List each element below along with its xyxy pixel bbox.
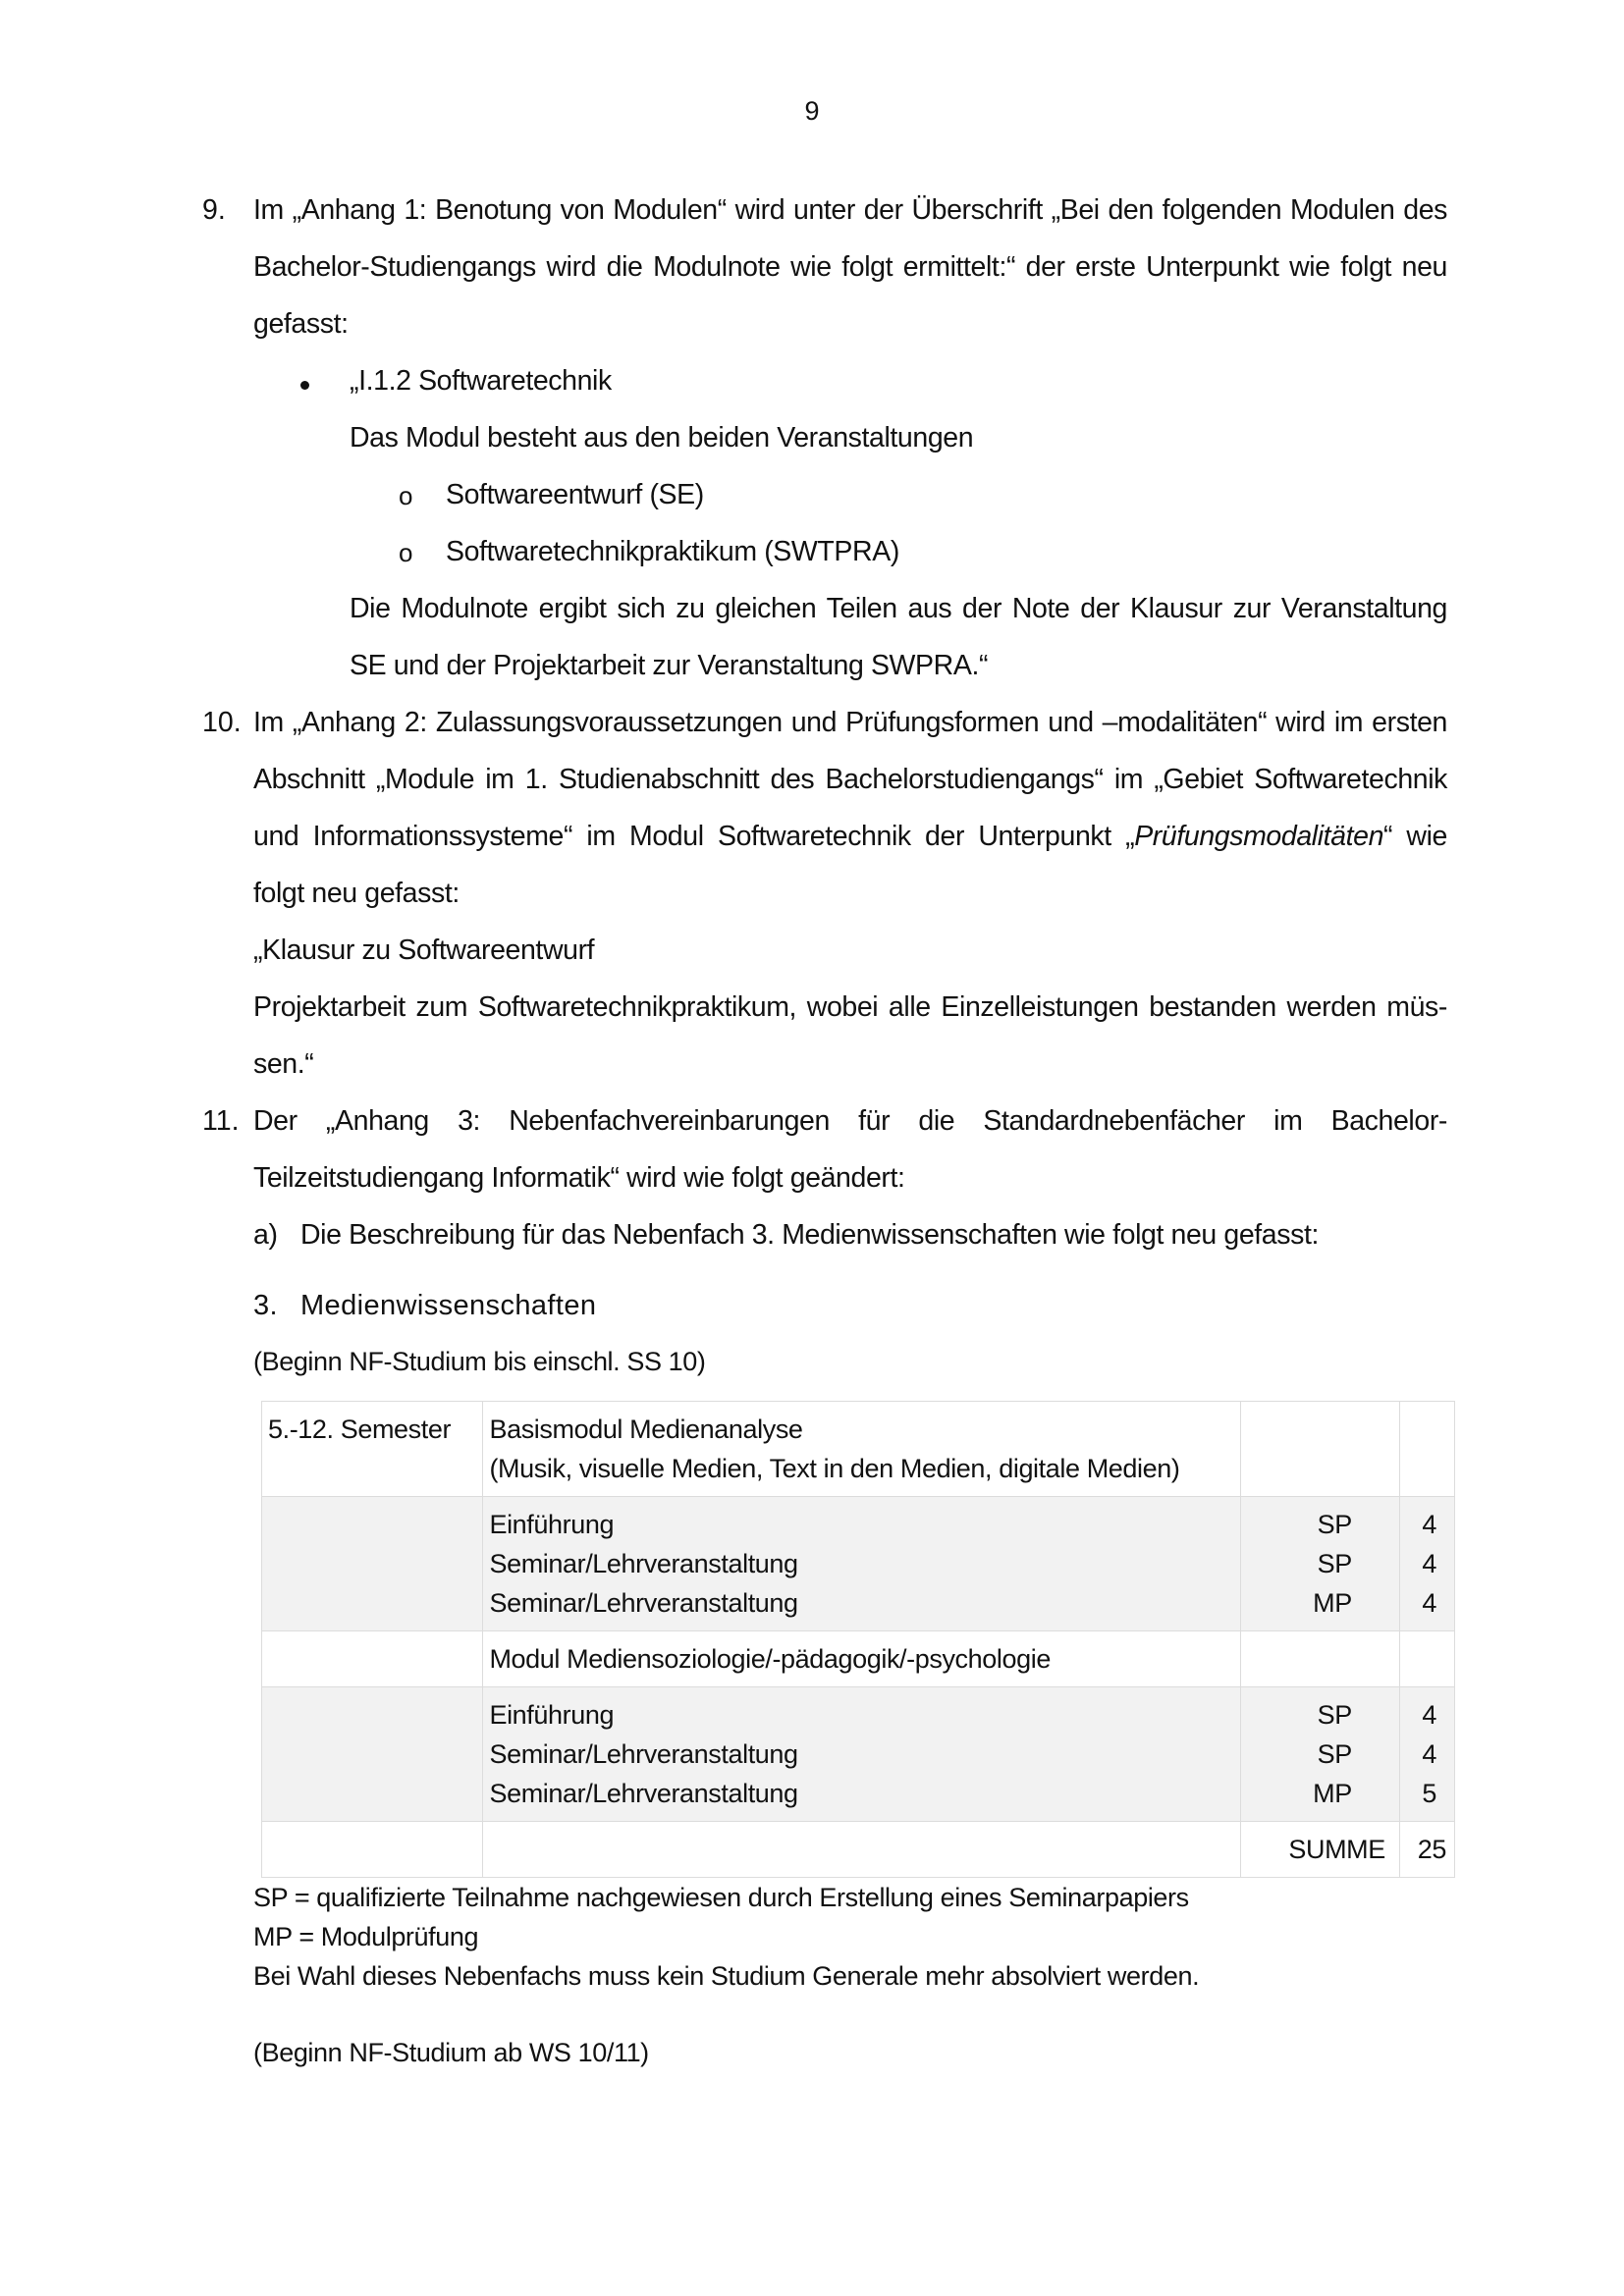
sum-value: 25	[1399, 1822, 1454, 1878]
module-1-values-cell	[1399, 1497, 1454, 1631]
module-table	[261, 1401, 1455, 1878]
item-10-number: 10.	[202, 707, 242, 738]
item-10-line-1: Im „Anhang 2: Zulassungsvoraussetzungen und Prüfungsformen und –modalitäten“ wird im ersten	[253, 707, 1447, 738]
item-10-line-6: Projektarbeit zum Softwaretechnikpraktikum, wobei alle Einzelleistungen bestanden werden müs-	[253, 991, 1447, 1023]
table-row	[262, 1402, 1455, 1497]
course-type: MP	[1313, 1779, 1352, 1808]
course-type: SP	[1317, 1510, 1352, 1539]
course-type: SP	[1317, 1549, 1352, 1578]
bullet-intro: Das Modul besteht aus den beiden Veranstaltungen	[350, 422, 974, 454]
course-name: Seminar/Lehrveranstaltung	[489, 1779, 798, 1808]
item-9-line-1: Im „Anhang 1: Benotung von Modulen“ wird unter der Überschrift „Bei den folgenden Modulen des	[253, 194, 1447, 226]
item-11-a-text: Die Beschreibung für das Nebenfach 3. Medienwissenschaften wie folgt neu gefasst:	[300, 1219, 1319, 1251]
item-10-line-3-post: “ wie	[1383, 821, 1447, 852]
table-row	[262, 1631, 1455, 1687]
item-10-line-2: Abschnitt „Module im 1. Studienabschnitt des Bachelorstudiengangs“ im „Gebiet Softwaretechnik	[253, 764, 1447, 795]
module-2-title: Modul Mediensoziologie/-pädagogik/-psychologie	[483, 1631, 1241, 1687]
note-line-1: Die Modulnote ergibt sich zu gleichen Teilen aus der Note der Klausur zur Veranstaltung	[350, 593, 1447, 624]
module-1-types-cell	[1241, 1497, 1400, 1631]
bullet-title: „I.1.2 Softwaretechnik	[350, 365, 612, 397]
empty-cell	[262, 1497, 483, 1631]
table-row	[262, 1822, 1455, 1878]
module-1-subtitle: (Musik, visuelle Medien, Text in den Medien, digitale Medien)	[489, 1454, 1180, 1483]
item-11-a-marker: a)	[253, 1219, 278, 1251]
module-2-values-cell	[1399, 1687, 1454, 1822]
sub-item-1: Softwareentwurf (SE)	[446, 479, 704, 510]
module-1-items-cell	[483, 1497, 1241, 1631]
period-label-1: (Beginn NF-Studium bis einschl. SS 10)	[253, 1347, 706, 1376]
course-value: 5	[1422, 1779, 1436, 1808]
module-1-title-cell	[483, 1402, 1241, 1497]
item-9-number: 9.	[202, 194, 226, 226]
module-2-items-cell	[483, 1687, 1241, 1822]
circle-bullet-icon: o	[399, 538, 413, 567]
item-10-line-3-italic: Prüfungsmodalitäten	[1134, 821, 1384, 852]
item-11-number: 11.	[202, 1105, 240, 1137]
module-1-title: Basismodul Medienanalyse	[489, 1415, 803, 1444]
course-value: 4	[1422, 1510, 1436, 1539]
empty-cell	[262, 1822, 483, 1878]
type-cell	[1241, 1631, 1400, 1687]
value-cell	[1399, 1402, 1454, 1497]
course-name: Seminar/Lehrveranstaltung	[489, 1588, 798, 1618]
course-value: 4	[1422, 1700, 1436, 1730]
value-cell	[1399, 1631, 1454, 1687]
sub-item-2: Softwaretechnikpraktikum (SWTPRA)	[446, 536, 899, 567]
course-name: Seminar/Lehrveranstaltung	[489, 1549, 798, 1578]
course-name: Einführung	[489, 1510, 615, 1539]
course-type: MP	[1313, 1588, 1352, 1618]
period-label-2: (Beginn NF-Studium ab WS 10/11)	[253, 2038, 649, 2067]
item-10-line-3-pre: und Informationssysteme“ im Modul Softwaretechnik der Unterpunkt „	[253, 821, 1135, 852]
course-name: Seminar/Lehrveranstaltung	[489, 1739, 798, 1769]
course-value: 4	[1422, 1549, 1436, 1578]
semester-cell: 5.-12. Semester	[262, 1402, 483, 1497]
course-type: SP	[1317, 1739, 1352, 1769]
empty-cell	[262, 1631, 483, 1687]
empty-cell	[262, 1687, 483, 1822]
item-10-line-7: sen.“	[253, 1048, 314, 1080]
course-name: Einführung	[489, 1700, 615, 1730]
type-cell	[1241, 1402, 1400, 1497]
page-number: 9	[804, 96, 820, 126]
course-value: 4	[1422, 1739, 1436, 1769]
section-title: Medienwissenschaften	[300, 1290, 597, 1321]
course-value: 4	[1422, 1588, 1436, 1618]
item-11-line-1: Der „Anhang 3: Nebenfachvereinbarungen für die Standardnebenfächer im Bachelor-	[253, 1105, 1447, 1137]
bullet-icon	[300, 381, 309, 390]
section-number: 3.	[253, 1290, 278, 1321]
note-line-2: SE und der Projektarbeit zur Veranstaltung SWPRA.“	[350, 650, 989, 681]
item-10-line-3	[253, 821, 1447, 853]
table-row	[262, 1497, 1455, 1631]
item-11-line-2: Teilzeitstudiengang Informatik“ wird wie folgt geändert:	[253, 1162, 905, 1194]
footnote-note: Bei Wahl dieses Nebenfachs muss kein Studium Generale mehr absolviert werden.	[253, 1961, 1200, 1991]
module-2-types-cell	[1241, 1687, 1400, 1822]
circle-bullet-icon: o	[399, 481, 413, 510]
item-9-line-3: gefasst:	[253, 308, 349, 340]
table-row	[262, 1687, 1455, 1822]
sum-label: SUMME	[1241, 1822, 1400, 1878]
item-10-line-5: „Klausur zu Softwareentwurf	[253, 934, 595, 966]
item-9-line-2: Bachelor-Studiengangs wird die Modulnote wie folgt ermittelt:“ der erste Unterpunkt wie folgt neu	[253, 251, 1447, 283]
empty-cell	[483, 1822, 1241, 1878]
item-10-line-4: folgt neu gefasst:	[253, 878, 460, 909]
footnote-mp: MP = Modulprüfung	[253, 1922, 479, 1951]
course-type: SP	[1317, 1700, 1352, 1730]
footnote-sp: SP = qualifizierte Teilnahme nachgewiesen durch Erstellung eines Seminarpapiers	[253, 1883, 1189, 1912]
